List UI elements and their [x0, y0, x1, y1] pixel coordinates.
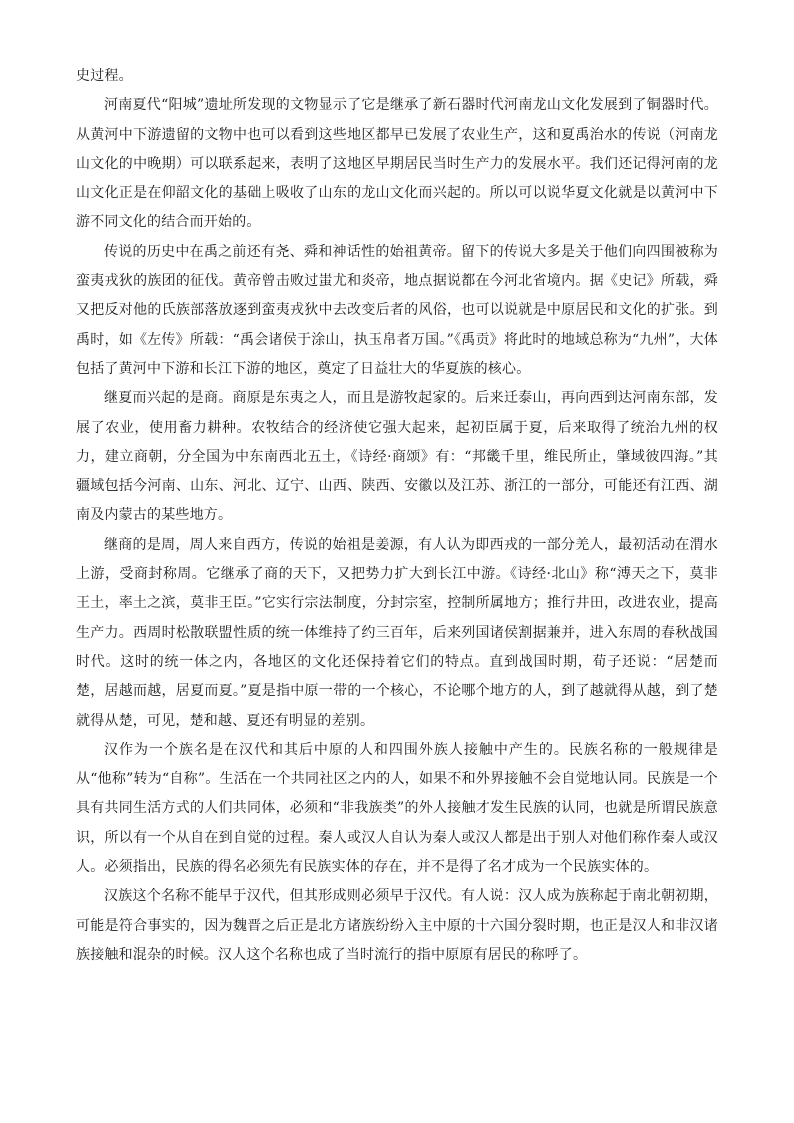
paragraph-zhou-dynasty: 继商的是周，周人来自西方，传说的始祖是姜源，有人认为即西戎的一部分羌人，最初活动在渭水上游，受商封称周。它继承了商的天下，又把势力扩大到长江中游。《诗经·北山》称“溥天之下，莫非王土，率土之滨，莫非王臣。”它实行宗法制度，分封宗室，控制所属地方；推行井田，改进农业，提高生产力。西周时松散联盟性质的统一体维持了约三百年，后来列国诸侯割据兼并，进入东周的春秋战国时代。这时的统一体之内，各地区的文化还保持着它们的特点。直到战国时期，荀子还说：“居楚而楚，居越而越，居夏而夏。”夏是指中原一带的一个核心，不论哪个地方的人，到了越就得从越，到了楚就得从楚，可见，楚和越、夏还有明显的差别。: [76, 536, 718, 729]
paragraph-yangcheng-site: 河南夏代“阳城”遗址所发现的文物显示了它是继承了新石器时代河南龙山文化发展到了铜器时代。从黄河中下游遗留的文物中也可以看到这些地区都早已发展了农业生产，这和夏禹治水的传说（河南龙山文化的中晚期）可以联系起来，表明了这地区早期居民当时生产力的发展水平。我们还记得河南的龙山文化正是在仰韶文化的基础上吸收了山东的龙山文化而兴起的。所以可以说华夏文化就是以黄河中下游不同文化的结合而开始的。: [76, 97, 718, 231]
body-text: [76, 62, 718, 970]
paragraph-continued: 史过程。: [76, 68, 133, 84]
paragraph-han-as-ethnic-name: 汉作为一个族名是在汉代和其后中原的人和四围外族人接触中产生的。民族名称的一般规律是从“他称”转为“自称”。生活在一个共同社区之内的人，如果不和外界接触不会自觉地认同。民族是一个具有共同生活方式的人们共同体，必须和“非我族类”的外人接触才发生民族的认同，也就是所谓民族意识，所以有一个从自在到自觉的过程。秦人或汉人自认为秦人或汉人都是出于别人对他们称作秦人或汉人。必须指出，民族的得名必须先有民族实体的存在，并不是得了名才成为一个民族实体的。: [76, 741, 718, 876]
paragraph-shang-dynasty: 继夏而兴起的是商。商原是东夷之人，而且是游牧起家的。后来迁泰山，再向西到达河南东部，发展了农业，使用畜力耕种。农牧结合的经济使它强大起来，起初臣属于夏，后来取得了统治九州的权力，建立商朝，分全国为中东南西北五土，《诗经·商颂》有：“邦畿千里，维民所止，肇域彼四海。”其疆域包括今河南、山东、河北、辽宁、山西、陕西、安徽以及江苏、浙江的一部分，可能还有江西、湖南及内蒙古的某些地方。: [76, 390, 718, 524]
paragraph-legendary-history: 传说的历史中在禹之前还有尧、舜和神话性的始祖黄帝。留下的传说大多是关于他们向四围被称为蛮夷戎狄的族团的征伐。黄帝曾击败过蚩尤和炎帝，地点据说都在今河北省境内。据《史记》所载，舜又把反对他的氏族部落放逐到蛮夷戎狄中去改变后者的风俗，也可以说就是中原居民和文化的扩张。到禹时，如《左传》所载：“禹会诸侯于涂山，执玉帛者万国。”《禹贡》将此时的地域总称为“九州”，大体包括了黄河中下游和长江下游的地区，奠定了日益壮大的华夏族的核心。: [76, 243, 718, 377]
paragraph-han-name-origin: 汉族这个名称不能早于汉代，但其形成则必须早于汉代。有人说：汉人成为族称起于南北朝初期，可能是符合事实的，因为魏晋之后正是北方诸族纷纷入主中原的十六国分裂时期，也正是汉人和非汉诸族接触和混杂的时候。汉人这个名称也成了当时流行的指中原原有居民的称呼了。: [76, 888, 718, 963]
